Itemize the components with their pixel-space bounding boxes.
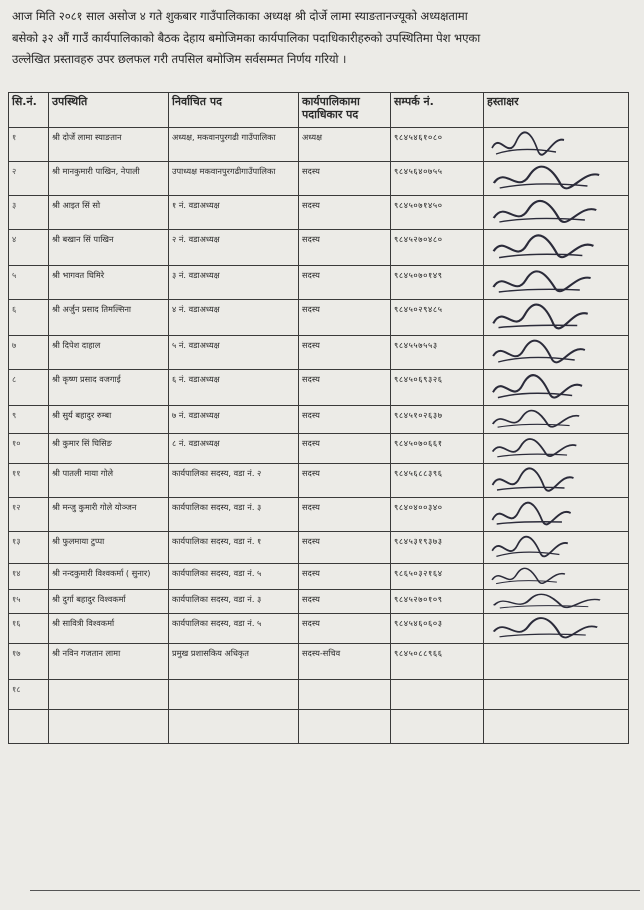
cell-phone: ९८६५०३२१६४ — [391, 564, 484, 590]
handwritten-signature — [488, 232, 599, 264]
header-post: निर्वाचित पद — [169, 93, 299, 128]
table-row — [9, 644, 629, 680]
cell-name: श्री अर्जुन प्रसाद तिमल्सिना — [49, 300, 169, 336]
cell-role: सदस्य — [299, 196, 391, 230]
cell-sn: ९ — [9, 406, 49, 434]
cell-post: कार्यपालिका सदस्य, वडा नं. ३ — [169, 498, 299, 532]
cell-sn: १७ — [9, 644, 49, 680]
handwritten-signature — [488, 198, 602, 228]
header-name: उपस्थिति — [49, 93, 169, 128]
cell-role: सदस्य — [299, 230, 391, 266]
table-row — [9, 370, 629, 406]
cell-sn: २ — [9, 162, 49, 196]
cell-post: कार्यपालिका सदस्य, वडा नं. २ — [169, 464, 299, 498]
cell-post: ७ नं. वडाअध्यक्ष — [169, 406, 299, 434]
cell-phone — [391, 710, 484, 744]
header-role: कार्यपालिकामा पदाधिकार पद — [299, 93, 391, 128]
cell-name: श्री मानकुमारी पाखिन, नेपाली — [49, 162, 169, 196]
cell-phone: ९८४५०७०६६१ — [391, 434, 484, 464]
signature-cell — [484, 300, 629, 336]
table-row — [9, 680, 629, 710]
table-row — [9, 614, 629, 644]
cell-post — [169, 710, 299, 744]
handwritten-signature — [488, 408, 584, 432]
cell-name: श्री पातली माया गोले — [49, 464, 169, 498]
cell-role: सदस्य — [299, 266, 391, 300]
cell-role: सदस्य — [299, 336, 391, 370]
handwritten-signature — [488, 130, 568, 160]
cell-post: अध्यक्ष, मकवानपुरगढी गाउँपालिका — [169, 128, 299, 162]
table-row — [9, 532, 629, 564]
signature-cell — [484, 644, 629, 680]
cell-sn: १६ — [9, 614, 49, 644]
cell-name: श्री दोर्जे लामा स्याङतान — [49, 128, 169, 162]
cell-name: श्री कुमार सिं घिसिङ — [49, 434, 169, 464]
cell-post: ६ नं. वडाअध्यक्ष — [169, 370, 299, 406]
cell-post: ३ नं. वडाअध्यक्ष — [169, 266, 299, 300]
cell-post: ८ नं. वडाअध्यक्ष — [169, 434, 299, 464]
cell-role: सदस्य — [299, 532, 391, 564]
cell-phone: ९८४५२७०१०९ — [391, 590, 484, 614]
table-row — [9, 498, 629, 532]
cell-post — [169, 680, 299, 710]
cell-phone: ९८४५३१९३७३ — [391, 532, 484, 564]
cell-role: सदस्य — [299, 590, 391, 614]
cell-name — [49, 680, 169, 710]
cell-name: श्री भागवत घिमिरे — [49, 266, 169, 300]
handwritten-signature — [488, 268, 596, 298]
signature-cell — [484, 680, 629, 710]
cell-role: सदस्य — [299, 498, 391, 532]
signature-cell — [484, 564, 629, 590]
handwritten-signature — [488, 566, 569, 588]
cell-name: श्री कृष्ण प्रसाद वजगाई — [49, 370, 169, 406]
cell-phone: ९८४५४६१०८० — [391, 128, 484, 162]
cell-phone: ९८४५१०२६३७ — [391, 406, 484, 434]
cell-name: श्री फुलमाया टुप्पा — [49, 532, 169, 564]
table-row — [9, 230, 629, 266]
signature-cell — [484, 406, 629, 434]
cell-sn: ११ — [9, 464, 49, 498]
cell-post: ४ नं. वडाअध्यक्ष — [169, 300, 299, 336]
cell-sn: ७ — [9, 336, 49, 370]
cell-role: सदस्य — [299, 370, 391, 406]
signature-cell — [484, 336, 629, 370]
signature-cell — [484, 710, 629, 744]
table-row — [9, 196, 629, 230]
handwritten-signature — [488, 436, 581, 462]
signature-cell — [484, 196, 629, 230]
handwritten-signature — [488, 592, 606, 612]
cell-post: कार्यपालिका सदस्य, वडा नं. १ — [169, 532, 299, 564]
header-phone: सम्पर्क नं. — [391, 93, 484, 128]
cell-sn — [9, 710, 49, 744]
cell-post: कार्यपालिका सदस्य, वडा नं. ३ — [169, 590, 299, 614]
table-row — [9, 464, 629, 498]
cell-name: श्री सुर्य बहादुर रुम्बा — [49, 406, 169, 434]
attendance-table — [8, 92, 629, 744]
cell-phone: ९८४५४६०६०३ — [391, 614, 484, 644]
cell-phone: ९८४५०७०१४९ — [391, 266, 484, 300]
cell-sn: १२ — [9, 498, 49, 532]
handwritten-signature — [488, 534, 572, 562]
cell-sn: ४ — [9, 230, 49, 266]
handwritten-signature — [488, 466, 578, 496]
cell-name: श्री नविन गजतान लामा — [49, 644, 169, 680]
cell-phone: ९८४५०७१४५० — [391, 196, 484, 230]
signature-cell — [484, 162, 629, 196]
cell-sn: १८ — [9, 680, 49, 710]
cell-post: उपाध्यक्ष मकवानपुरगढीगाउँपालिका — [169, 162, 299, 196]
signature-cell — [484, 464, 629, 498]
table-row — [9, 162, 629, 196]
cell-name: श्री मन्जु कुमारी गोले योञ्जन — [49, 498, 169, 532]
cell-name: श्री बखान सिं पाखिन — [49, 230, 169, 266]
cell-sn: ३ — [9, 196, 49, 230]
cell-phone: ९८४५५७५५३ — [391, 336, 484, 370]
cell-post: कार्यपालिका सदस्य, वडा नं. ५ — [169, 614, 299, 644]
cell-role: अध्यक्ष — [299, 128, 391, 162]
signature-cell — [484, 532, 629, 564]
cell-role: सदस्य — [299, 614, 391, 644]
cell-post: १ नं. वडाअध्यक्ष — [169, 196, 299, 230]
cell-role: सदस्य — [299, 406, 391, 434]
signature-cell — [484, 434, 629, 464]
table-row — [9, 336, 629, 370]
header-signature: हस्ताक्षर — [484, 93, 629, 128]
cell-name — [49, 710, 169, 744]
handwritten-signature — [488, 338, 590, 368]
cell-sn: १ — [9, 128, 49, 162]
signature-cell — [484, 266, 629, 300]
cell-phone: ९८४५०२९४८५ — [391, 300, 484, 336]
table-row — [9, 710, 629, 744]
cell-role: सदस्य-सचिव — [299, 644, 391, 680]
header-sn: सि.नं. — [9, 93, 49, 128]
cell-phone: ९८४५०८८९६६ — [391, 644, 484, 680]
cell-role: सदस्य — [299, 464, 391, 498]
cell-phone: ९८४०४००३४० — [391, 498, 484, 532]
table-row — [9, 590, 629, 614]
cell-role: सदस्य — [299, 564, 391, 590]
handwritten-signature — [488, 164, 605, 194]
cell-post: ५ नं. वडाअध्यक्ष — [169, 336, 299, 370]
cell-sn: ८ — [9, 370, 49, 406]
cell-phone: ९८४५६८८३९६ — [391, 464, 484, 498]
handwritten-signature — [488, 500, 575, 530]
cell-role — [299, 680, 391, 710]
cell-name: श्री दिपेश दाहाल — [49, 336, 169, 370]
cell-name: श्री दुर्गा बहादुर विश्वकर्मा — [49, 590, 169, 614]
table-row — [9, 564, 629, 590]
handwritten-signature — [488, 372, 587, 404]
table-row — [9, 128, 629, 162]
signature-cell — [484, 498, 629, 532]
table-row — [9, 266, 629, 300]
cell-name: श्री नन्दकुमारी विश्वकर्मा ( सुनार) — [49, 564, 169, 590]
signature-cell — [484, 128, 629, 162]
signature-cell — [484, 590, 629, 614]
table-row — [9, 434, 629, 464]
cell-role — [299, 710, 391, 744]
table-row — [9, 300, 629, 336]
cell-sn: १४ — [9, 564, 49, 590]
cell-sn: ६ — [9, 300, 49, 336]
cell-name: श्री सावित्री विश्वकर्मा — [49, 614, 169, 644]
intro-line-3: उल्लेखित प्रस्तावहरु उपर छलफल गरी तपसिल बमोजिम सर्वसम्मत निर्णय गरियो । — [12, 52, 347, 66]
cell-phone: ९८४५२७०४८० — [391, 230, 484, 266]
cell-phone — [391, 680, 484, 710]
cell-name: श्री आइत सिं सो — [49, 196, 169, 230]
cell-post: प्रमुख प्रशासकिय अधिकृत — [169, 644, 299, 680]
intro-paragraph — [12, 6, 632, 71]
table-row — [9, 406, 629, 434]
cell-post: कार्यपालिका सदस्य, वडा नं. ५ — [169, 564, 299, 590]
signature-cell — [484, 614, 629, 644]
cell-sn: ५ — [9, 266, 49, 300]
cell-phone: ९८४५०६९३२६ — [391, 370, 484, 406]
cell-post: २ नं. वडाअध्यक्ष — [169, 230, 299, 266]
intro-line-1: आज मिति २०८१ साल असोज ४ गते शुकबार गाउँपालिकाका अध्यक्ष श्री दोर्जे लामा स्याङतानज्यूको अध्यक्षतामा — [12, 9, 468, 23]
cell-role: सदस्य — [299, 162, 391, 196]
cell-role: सदस्य — [299, 434, 391, 464]
footer-rule — [30, 890, 640, 891]
signature-cell — [484, 370, 629, 406]
table-header-row — [9, 93, 629, 128]
cell-sn: १५ — [9, 590, 49, 614]
cell-sn: १० — [9, 434, 49, 464]
handwritten-signature — [488, 302, 593, 334]
cell-phone: ९८४५६४०७५५ — [391, 162, 484, 196]
intro-line-2: बसेको ३२ औं गाउँ कार्यपालिकाको बैठक देहाय बमोजिमका कार्यपालिका पदाधिकारीहरुको उपस्थितिमा पेश भएका — [12, 30, 481, 45]
cell-sn: १३ — [9, 532, 49, 564]
signature-cell — [484, 230, 629, 266]
handwritten-signature — [488, 616, 603, 642]
cell-role: सदस्य — [299, 300, 391, 336]
